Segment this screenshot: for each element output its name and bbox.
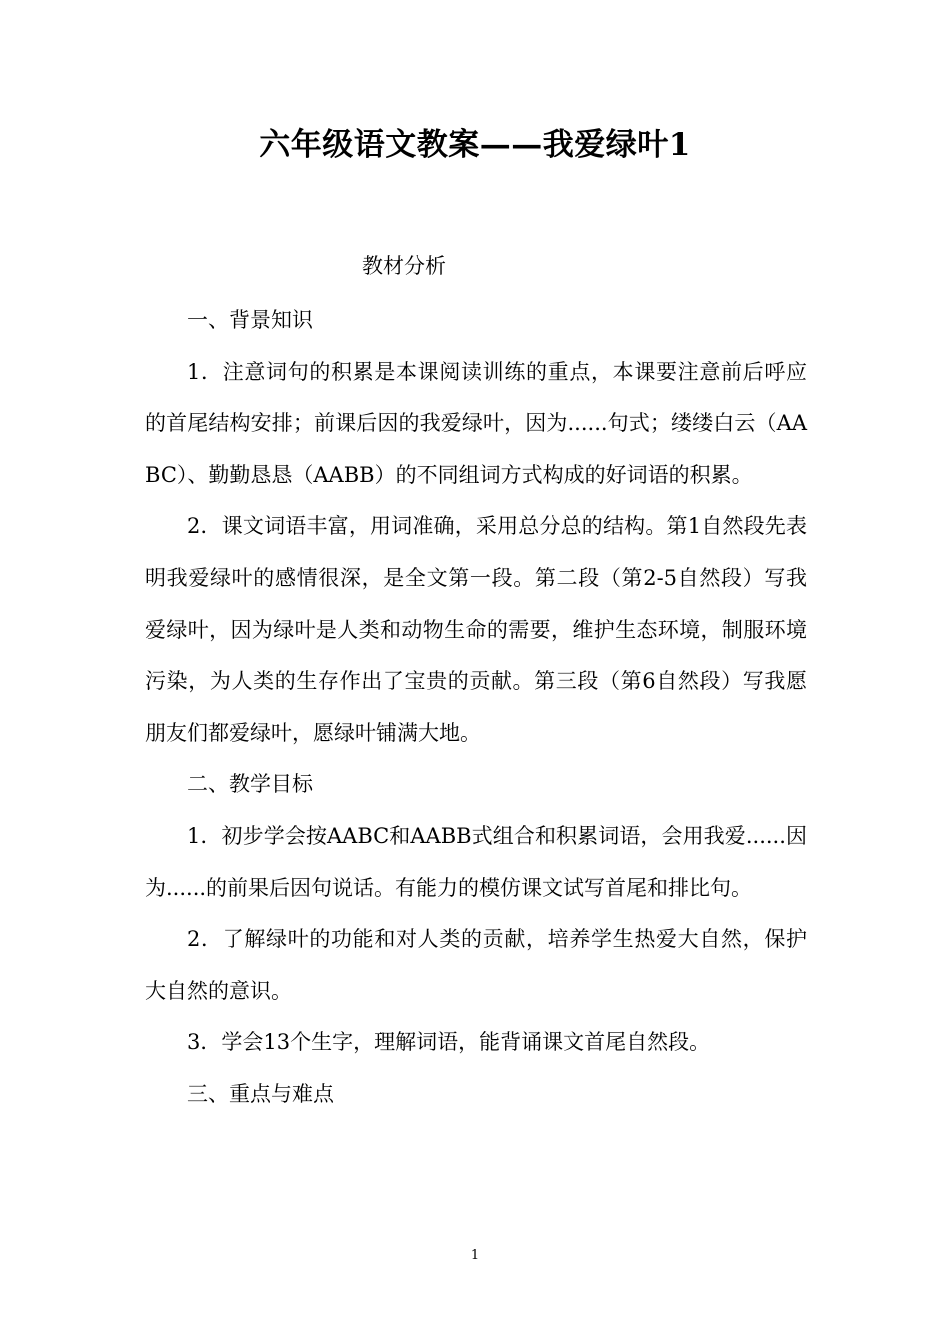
- paragraph: 2．课文词语丰富，用词准确，采用总分总的结构。第1自然段先表明我爱绿叶的感情很深，是全文第一段。第二段（第2-5自然段）写我爱绿叶，因为绿叶是人类和动物生命的需要，维护生态环境，制服环境污染，为人类的生存作出了宝贵的贡献。第三段（第6自然段）写我愿朋友们都爱绿叶，愿绿叶铺满大地。: [145, 514, 807, 745]
- paragraph: 2．了解绿叶的功能和对人类的贡献，培养学生热爱大自然，保护大自然的意识。: [145, 927, 807, 1003]
- paragraph: 1．注意词句的积累是本课阅读训练的重点，本课要注意前后呼应的首尾结构安排；前课后因的我爱绿叶，因为......句式；缕缕白云（AABC）、勤勤恳恳（AABB）的不同组词方式构成的好词语的积累。: [145, 359, 807, 487]
- heading-background-knowledge: 一、背景知识: [187, 308, 313, 332]
- document-body: [145, 295, 807, 1121]
- document-title: 六年级语文教案——我爱绿叶1: [259, 127, 691, 163]
- section-heading: 教材分析: [362, 254, 446, 278]
- heading-teaching-goals: 二、教学目标: [187, 772, 313, 797]
- heading-key-points: 三、重点与难点: [187, 1081, 334, 1106]
- paragraph: 1．初步学会按AABC和AABB式组合和积累词语，会用我爱......因为......的前果后因句说话。有能力的模仿课文试写首尾和排比句。: [145, 823, 807, 900]
- paragraph: 3．学会13个生字，理解词语，能背诵课文首尾自然段。: [187, 1030, 711, 1055]
- page-number: 1: [470, 1248, 480, 1263]
